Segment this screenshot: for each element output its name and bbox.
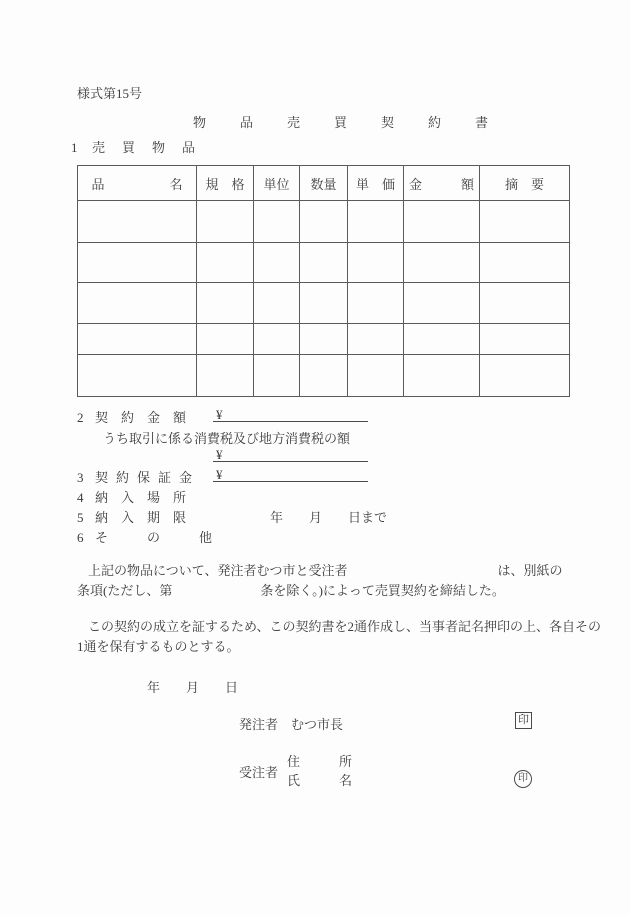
item6-label: そ の 他	[95, 530, 226, 545]
yen-mark: ¥	[216, 407, 223, 422]
table-cell	[480, 355, 570, 397]
table-header-row	[78, 166, 570, 201]
item6-number: 6	[77, 530, 84, 545]
paragraph-line	[77, 617, 601, 637]
table-row	[78, 324, 570, 355]
agreement-paragraph	[77, 561, 563, 601]
p1-line1-left: 上記の物品について、発注者むつ市と受注者	[88, 563, 348, 578]
table-cell	[197, 201, 254, 243]
p2-line2: 1通を保有するものとする。	[77, 639, 240, 654]
col-header-quantity: 数量	[300, 166, 348, 201]
table-cell	[300, 283, 348, 324]
table-cell	[78, 355, 197, 397]
table-cell	[348, 355, 404, 397]
table-cell	[404, 355, 480, 397]
contractor-seal-mark	[514, 770, 532, 788]
item2-label: 契 約 金 額	[95, 410, 187, 425]
seal-character: 印	[518, 714, 529, 726]
item5-label: 納 入 期 限	[95, 510, 187, 525]
section1-heading	[71, 137, 197, 156]
orderer-label: 発注者	[239, 717, 279, 732]
col-header-item-name: 品 名	[78, 166, 197, 201]
col-header-spec: 規 格	[197, 166, 254, 201]
items-table-body	[78, 201, 570, 397]
table-cell	[78, 201, 197, 243]
p2-line1: この契約の成立を証するため、この契約書を2通作成し、当事者記名押印の上、各自その	[88, 619, 601, 634]
p1-line1-right: は、別紙の	[497, 563, 563, 578]
contract-date-line: 年 月 日	[147, 680, 239, 695]
yen-mark: ¥	[216, 447, 223, 462]
item-delivery-deadline	[77, 507, 186, 526]
orderer-seal-mark	[515, 712, 532, 729]
item-contract-amount	[77, 407, 186, 426]
yen-mark: ¥	[216, 467, 223, 482]
table-cell	[78, 283, 197, 324]
table-cell	[254, 355, 300, 397]
seal-character: 印	[518, 773, 528, 784]
section1-number: 1	[71, 140, 78, 155]
table-cell	[254, 324, 300, 355]
contract-deposit-field	[213, 467, 368, 482]
table-cell	[254, 283, 300, 324]
section1-label: 売 買 物 品	[92, 140, 198, 155]
p1-line2-left: 条項(ただし、第	[77, 583, 173, 598]
orderer-line	[239, 714, 343, 733]
table-cell	[404, 283, 480, 324]
item5-number: 5	[77, 510, 84, 525]
table-cell	[254, 243, 300, 283]
table-row	[78, 355, 570, 397]
paragraph-line	[77, 581, 563, 601]
item-other	[77, 527, 225, 546]
contractor-label: 受注者	[239, 765, 279, 780]
table-cell	[404, 243, 480, 283]
col-header-amount: 金 額	[404, 166, 480, 201]
table-cell	[78, 243, 197, 283]
table-cell	[348, 243, 404, 283]
item-delivery-place	[77, 487, 186, 506]
consumption-tax-field	[213, 447, 368, 462]
delivery-deadline-date: 年 月 日まで	[270, 510, 388, 525]
table-cell	[300, 324, 348, 355]
table-cell	[348, 283, 404, 324]
item3-label: 契約保証金	[95, 470, 201, 485]
item4-label: 納 入 場 所	[95, 490, 187, 505]
table-cell	[404, 324, 480, 355]
contractor-address-label: 住 所	[287, 754, 353, 769]
col-header-unit: 単位	[254, 166, 300, 201]
table-cell	[300, 243, 348, 283]
col-header-unit-price: 単 価	[348, 166, 404, 201]
table-cell	[404, 201, 480, 243]
item3-number: 3	[77, 470, 84, 485]
table-cell	[480, 201, 570, 243]
table-cell	[480, 243, 570, 283]
table-cell	[254, 201, 300, 243]
consumption-tax-note: うち取引に係る消費税及び地方消費税の額	[103, 431, 351, 446]
goods-table	[77, 165, 570, 397]
table-row	[78, 201, 570, 243]
form-number: 様式第15号	[77, 86, 143, 101]
p1-line2-right: 条を除く。)によって売買契約を締結した。	[260, 583, 505, 598]
paragraph-line	[77, 561, 563, 581]
table-cell	[300, 355, 348, 397]
item2-number: 2	[77, 410, 84, 425]
table-cell	[197, 355, 254, 397]
col-header-remarks: 摘 要	[480, 166, 570, 201]
table-row	[78, 283, 570, 324]
contract-amount-field	[213, 407, 368, 422]
table-cell	[78, 324, 197, 355]
table-cell	[480, 283, 570, 324]
table-cell	[197, 243, 254, 283]
table-cell	[348, 324, 404, 355]
table-cell	[197, 283, 254, 324]
orderer-name: むつ市長	[291, 717, 344, 732]
paragraph-line	[77, 637, 601, 657]
table-cell	[348, 201, 404, 243]
table-row	[78, 243, 570, 283]
table-cell	[480, 324, 570, 355]
contractor-name-label: 氏 名	[287, 773, 353, 788]
item-contract-deposit	[77, 467, 200, 486]
document-title: 物 品 売 買 契 約 書	[193, 115, 499, 130]
table-cell	[197, 324, 254, 355]
execution-paragraph	[77, 617, 601, 657]
item4-number: 4	[77, 490, 84, 505]
table-cell	[300, 201, 348, 243]
